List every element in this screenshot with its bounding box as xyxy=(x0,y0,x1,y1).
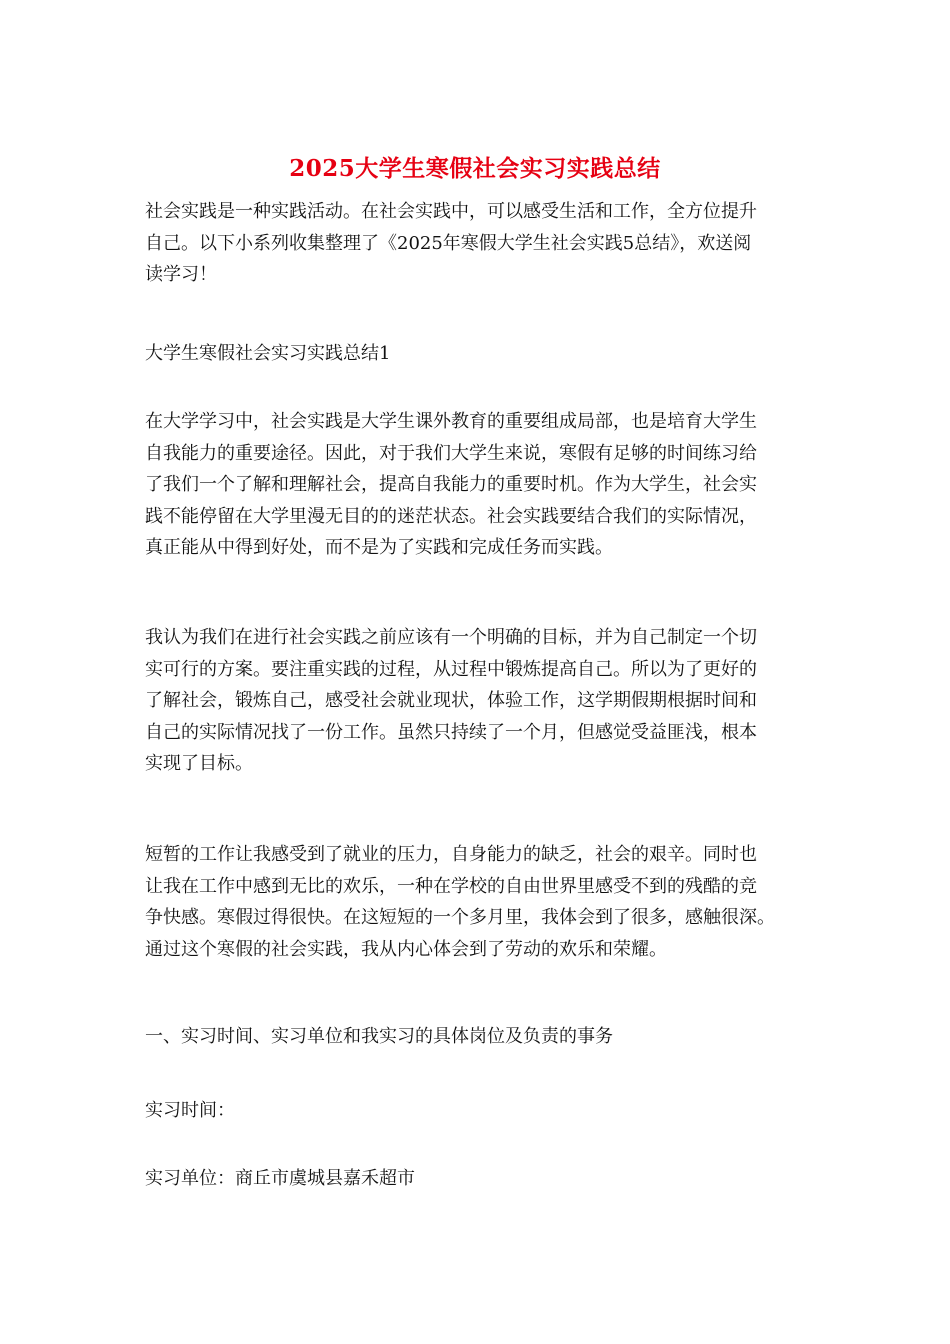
text-line: 在大学学习中，社会实践是大学生课外教育的重要组成局部，也是培育大学生 xyxy=(145,411,757,432)
document-title: 2025大学生寒假社会实习实践总结 xyxy=(289,155,661,182)
paragraph-body xyxy=(145,622,810,780)
text-line: 自己。以下小系列收集整理了《2025年寒假大学生社会实践5总结》，欢送阅 xyxy=(145,232,752,254)
text-line: 大学生寒假社会实习实践总结1 xyxy=(145,343,391,364)
text-line: 短暂的工作让我感受到了就业的压力，自身能力的缺乏，社会的艰辛。同时也 xyxy=(145,844,757,865)
text-line: 通过这个寒假的社会实践，我从内心体会到了劳动的欢乐和荣耀。 xyxy=(145,938,667,960)
paragraph-body xyxy=(145,1095,810,1127)
text-line: 争快感。寒假过得很快。在这短短的一个多月里，我体会到了很多，感触很深。 xyxy=(145,907,775,928)
text-line: 了我们一个了解和理解社会，提高自我能力的重要时机。作为大学生，社会实 xyxy=(145,474,757,495)
paragraph-intro xyxy=(145,196,810,291)
text-line: 实可行的方案。要注重实践的过程，从过程中锻炼提高自己。所以为了更好的 xyxy=(145,658,757,680)
text-line: 实现了目标。 xyxy=(145,753,253,774)
paragraph-body xyxy=(145,839,810,965)
text-line: 让我在工作中感到无比的欢乐，一种在学校的自由世界里感受不到的残酷的竞 xyxy=(145,875,757,897)
text-line: 践不能停留在大学里漫无目的的迷茫状态。社会实践要结合我们的实际情况， xyxy=(145,505,757,527)
paragraph-body xyxy=(145,406,810,564)
text-line: 自己的实际情况找了一份工作。虽然只持续了一个月，但感觉受益匪浅，根本 xyxy=(145,721,757,743)
text-line: 了解社会，锻炼自己，感受社会就业现状，体验工作，这学期假期根据时间和 xyxy=(145,690,757,711)
text-line: 实习时间： xyxy=(145,1100,235,1121)
section-heading xyxy=(145,1021,810,1053)
text-line: 我认为我们在进行社会实践之前应该有一个明确的目标，并为自己制定一个切 xyxy=(145,627,757,648)
paragraph-body xyxy=(145,1163,810,1195)
text-line: 读学习！ xyxy=(145,264,217,285)
text-line: 实习单位：商丘市虞城县嘉禾超市 xyxy=(145,1168,415,1189)
text-line: 社会实践是一种实践活动。在社会实践中，可以感受生活和工作，全方位提升 xyxy=(145,201,757,222)
section-heading xyxy=(145,338,810,370)
text-line: 一、实习时间、实习单位和我实习的具体岗位及负责的事务 xyxy=(145,1026,613,1047)
text-line: 真正能从中得到好处，而不是为了实践和完成任务而实践。 xyxy=(145,537,613,558)
text-line: 自我能力的重要途径。因此，对于我们大学生来说，寒假有足够的时间练习给 xyxy=(145,442,757,464)
